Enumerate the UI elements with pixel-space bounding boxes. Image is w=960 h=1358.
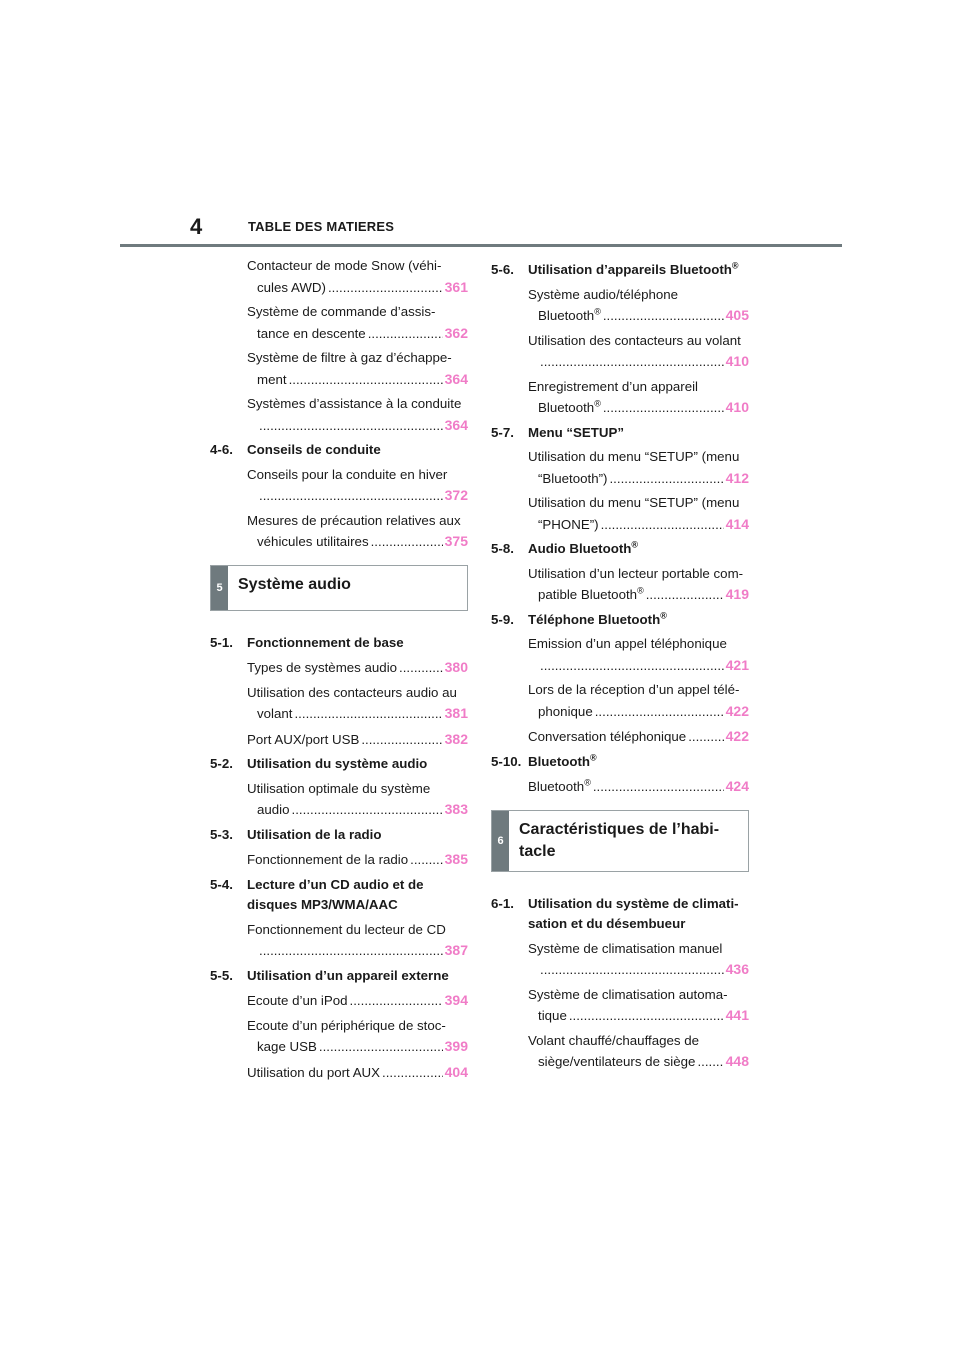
section-title: Utilisation d’un appareil externe [247,967,449,983]
entry-text: phonique [538,703,593,719]
chapter-title-line: tacle [519,842,556,860]
toc-entry[interactable] [210,394,468,436]
page-reference[interactable]: 364 [444,370,468,387]
registered-mark: ® [637,585,644,596]
entry-text: Mesures de précaution relatives aux [247,512,461,528]
section-title: Utilisation de la radio [247,826,382,842]
section-number: 5-4. [210,876,233,892]
toc-entry[interactable] [210,849,468,871]
entry-text: Utilisation du port AUX [247,1064,381,1080]
section-title: Menu “SETUP” [528,424,625,440]
page-reference[interactable]: 414 [725,515,749,532]
dot-leader [259,416,443,437]
entry-text: Système de filtre à gaz d’échappe- [247,350,452,365]
toc-entry[interactable] [491,377,749,419]
toc-entry[interactable] [210,348,468,390]
dot-leader [399,658,443,679]
page-reference[interactable]: 436 [725,961,749,977]
toc-entry[interactable] [491,634,749,676]
dot-leader [646,585,724,606]
dot-leader [569,1006,724,1027]
entry-text: Bluetooth [528,779,585,794]
entry-text: Fonctionnement du lecteur de CD [247,921,446,937]
entry-text: Conseils pour la conduite en hiver [247,466,448,482]
section-title: Bluetooth [528,753,591,769]
entry-text: tance en descente [257,325,366,341]
toc-entry[interactable] [491,447,749,489]
dot-leader [368,324,443,345]
page-reference[interactable]: 387 [444,942,468,958]
toc-group [210,256,468,436]
entry-text: Lors de la réception d’un appel télé- [528,682,740,697]
section-title: Conseils de conduite [247,442,381,457]
dot-leader [382,1063,443,1084]
toc-group [210,849,468,871]
toc-section-5-5[interactable] [210,966,468,987]
entry-text: Ecoute d’un périphérique de stoc- [247,1017,446,1033]
entry-text: Enregistrement d’un appareil [528,378,699,394]
section-title-line: Lecture d’un CD audio et de [247,876,424,892]
section-title: Téléphone Bluetooth [528,611,661,627]
section-title: Utilisation d’appareils Bluetooth [528,262,732,277]
page-reference[interactable]: 405 [725,307,749,323]
toc-entry[interactable] [210,683,468,725]
entry-text: siège/ventilateurs de siège [538,1054,696,1069]
registered-mark: ® [631,539,639,550]
entry-text: audio [257,802,290,817]
chapter-tab: 6 [492,811,509,871]
dot-leader [371,532,443,553]
entry-text: Ecoute d’un iPod [247,993,348,1008]
page-reference[interactable]: 424 [725,778,749,794]
page-reference[interactable]: 410 [725,399,749,415]
toc-entry[interactable] [491,939,749,981]
entry-text: Système de climatisation automa- [528,986,728,1002]
page-reference[interactable]: 410 [725,353,749,369]
dot-leader [292,800,443,821]
section-number: 4-6. [210,442,233,457]
toc-entry[interactable] [210,920,468,962]
toc-section-6-1[interactable] [491,894,749,935]
entry-text: volant [257,706,293,721]
dot-leader [289,370,443,391]
toc-group [210,779,468,821]
page-reference[interactable]: 394 [444,992,468,1008]
section-title: Fonctionnement de base [247,634,404,650]
dot-leader [319,1037,443,1058]
dot-leader [328,278,443,299]
toc-entry[interactable] [491,493,749,535]
dot-leader [410,850,443,871]
registered-mark: ® [594,306,601,317]
section-number: 5-6. [491,262,514,277]
page-reference[interactable]: 383 [444,801,468,817]
entry-text: Systèmes d’assistance à la conduite [247,396,462,411]
page-reference[interactable]: 399 [444,1038,468,1054]
section-number: 6-1. [491,895,514,911]
entry-text: cules AWD) [257,279,326,295]
toc-entry[interactable] [491,680,749,722]
dot-leader [603,306,724,327]
toc-section-5-6[interactable] [491,260,749,281]
page-number: 4 [190,214,203,239]
toc-entry[interactable] [491,985,749,1027]
entry-text: ment [257,371,287,387]
toc-entry[interactable] [491,331,749,373]
dot-leader [595,702,724,723]
section-number: 5-5. [210,967,233,983]
page-reference[interactable]: 372 [444,487,468,503]
toc-entry[interactable] [210,657,468,679]
toc-group [210,465,468,553]
toc-entry[interactable] [210,511,468,553]
section-number: 5-10. [491,753,522,769]
dot-leader [697,1052,723,1073]
section-number: 5-2. [210,756,233,771]
dot-leader [609,469,723,490]
entry-text: Système de climatisation manuel [528,940,723,956]
toc-entry[interactable] [210,256,468,298]
chapter-6-header[interactable] [491,810,749,872]
toc-section-4-6[interactable] [210,440,468,461]
page-reference[interactable]: 421 [725,656,749,673]
dot-leader [259,941,443,962]
entry-text: Fonctionnement de la radio [247,852,409,867]
dot-leader [350,991,443,1012]
section-title: Utilisation du système audio [247,756,428,771]
entry-text: Types de systèmes audio [247,660,398,675]
entry-text: Contacteur de mode Snow (véhi- [247,258,442,273]
page-header-title: TABLE DES MATIERES [248,219,395,234]
dot-leader [259,486,443,507]
toc-section-5-7[interactable] [491,423,749,444]
dot-leader [361,730,442,751]
dot-leader [540,960,724,981]
dot-leader [603,398,724,419]
toc-section-5-8[interactable] [491,539,749,560]
toc-right-column [491,256,749,1077]
page-reference[interactable]: 361 [444,278,468,295]
entry-text: Bluetooth [538,308,595,323]
entry-text: patible Bluetooth [538,587,638,602]
section-number: 5-8. [491,541,514,556]
section-number: 5-7. [491,424,514,440]
toc-entry[interactable] [210,1016,468,1058]
toc-entry[interactable] [210,465,468,507]
section-title: Audio Bluetooth [528,541,632,556]
toc-entry[interactable] [491,1031,749,1073]
entry-text: kage USB [257,1039,317,1054]
section-number: 5-9. [491,611,514,627]
entry-text: Système de commande d’assis- [247,304,436,319]
entry-text: “Bluetooth”) [538,470,608,486]
page-reference[interactable]: 382 [444,730,468,747]
chapter-title-line: Caractéristiques de l’habi- [519,820,720,838]
dot-leader [540,352,724,373]
toc-entry[interactable] [210,990,468,1012]
dot-leader [688,727,723,748]
header-rule [120,244,842,247]
toc-entry[interactable] [491,564,749,606]
page-reference[interactable]: 422 [725,728,749,744]
registered-mark: ® [590,752,597,763]
toc-entry[interactable] [210,302,468,344]
entry-text: Utilisation des contacteurs au volant [528,332,741,348]
page-reference[interactable]: 412 [725,469,749,486]
entry-text: Utilisation du menu “SETUP” (menu [528,495,740,510]
toc-entry[interactable] [491,776,749,798]
toc-group [210,920,468,962]
entry-text: Conversation téléphonique [528,729,687,744]
dot-leader [601,515,724,536]
chapter-title: Système audio [238,575,351,593]
registered-mark: ® [594,398,601,409]
toc-section-5-1[interactable] [210,633,468,654]
entry-text: véhicules utilitaires [257,534,369,549]
section-title-line: Utilisation du système de climati- [528,895,739,911]
page-reference[interactable]: 422 [725,702,749,719]
entry-text: Système audio/téléphone [528,286,679,302]
page-reference[interactable]: 441 [725,1007,749,1023]
toc-section-5-9[interactable] [491,610,749,631]
page-reference[interactable]: 364 [444,416,468,433]
entry-text: Port AUX/port USB [247,731,360,747]
toc-entry[interactable] [210,1062,468,1084]
toc-section-5-4[interactable] [210,875,468,916]
entry-text: Utilisation du menu “SETUP” (menu [528,449,740,464]
entry-text: Utilisation d’un lecteur portable com- [528,565,744,581]
toc-group [210,657,468,750]
registered-mark: ® [584,777,591,788]
toc-left-column [210,256,468,1087]
page-reference[interactable]: 380 [444,659,468,675]
toc-entry[interactable] [491,726,749,748]
toc-section-5-3[interactable] [210,825,468,846]
dot-leader [294,704,442,725]
chapter-tab: 5 [211,566,228,610]
entry-text: Volant chauffé/chauffages de [528,1032,700,1048]
section-number: 5-3. [210,826,233,842]
page-reference[interactable]: 362 [444,324,468,341]
entry-text: Bluetooth [538,400,595,415]
toc-section-5-10[interactable] [491,752,749,773]
page-reference[interactable]: 381 [444,705,468,721]
toc-entry[interactable] [210,779,468,821]
toc-section-5-2[interactable] [210,754,468,775]
toc-group [210,990,468,1083]
page-reference[interactable]: 385 [444,851,468,867]
toc-entry[interactable] [210,729,468,751]
section-title-line: sation et du désembueur [528,916,686,931]
entry-text: Emission d’un appel téléphonique [528,636,727,651]
registered-mark: ® [731,260,739,271]
section-title-line: disques MP3/WMA/AAC [247,897,398,912]
section-number: 5-1. [210,634,233,650]
toc-entry[interactable] [491,285,749,327]
page-reference[interactable]: 448 [725,1053,749,1069]
page-reference[interactable]: 419 [725,586,749,602]
entry-text: tique [538,1008,567,1023]
page-reference[interactable]: 404 [444,1063,468,1080]
entry-text: Utilisation optimale du système [247,780,431,796]
chapter-5-header[interactable] [210,565,468,611]
entry-text: “PHONE”) [538,516,599,532]
page-reference[interactable]: 375 [444,533,468,549]
entry-text: Utilisation des contacteurs audio au [247,684,457,700]
dot-leader [593,777,724,798]
dot-leader [540,656,724,677]
registered-mark: ® [660,610,667,621]
